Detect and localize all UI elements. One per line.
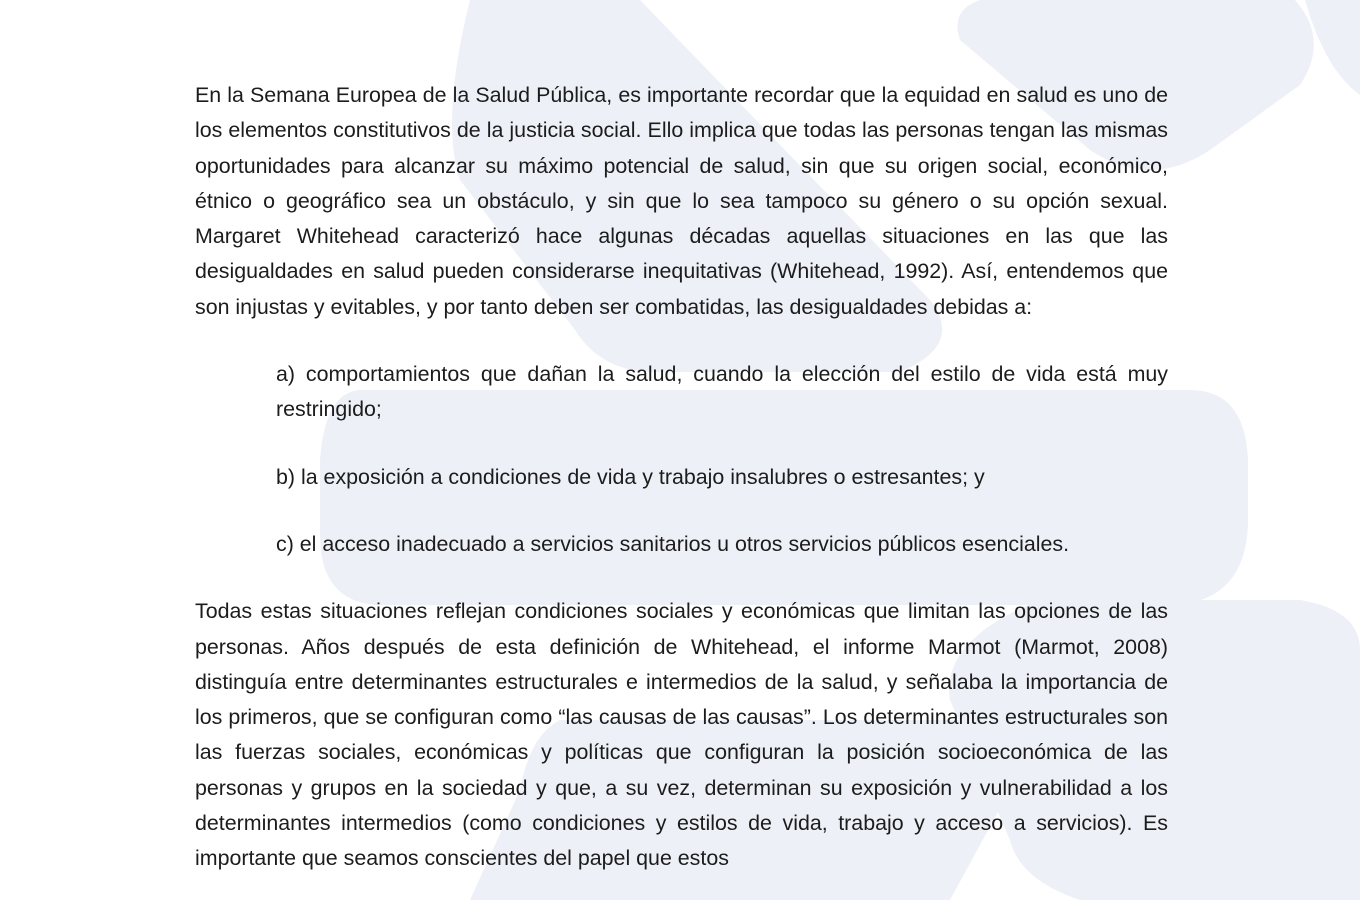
list-item: a) comportamientos que dañan la salud, cuando la elección del estilo de vida está muy restringido; [276,362,1168,422]
causes-list [195,357,1168,562]
paragraph-determinants: Todas estas situaciones reflejan condiciones sociales y económicas que limitan las opciones de las personas. Años después de esta definición de Whitehead, el informe Marmot (Marmot, 2008) distinguía entre determinantes estructurales e intermedios de la salud, y señalaba la importancia de los primeros, que se configuran como “las causas de las causas”. Los determinantes estructurales son las fuerzas sociales, económicas y políticas que configuran la posición socioeconómica de las personas y grupos en la sociedad y que, a su vez, determinan su exposición y vulnerabilidad a los determinantes intermedios (como condiciones y estilos de vida, trabajo y acceso a servicios). Es importante que seamos conscientes del papel que estos [195,599,1168,871]
paragraph-intro: En la Semana Europea de la Salud Pública, es importante recordar que la equidad en salud es uno de los elementos constitutivos de la justicia social. Ello implica que todas las personas tengan las mismas oportunidades para alcanzar su máximo potencial de salud, sin que su origen social, económico, étnico o geográfico sea un obstáculo, y sin que lo sea tampoco su género o su opción sexual. Margaret Whitehead caracterizó hace algunas décadas aquellas situaciones en las que las desigualdades en salud pueden considerarse inequitativas (Whitehead, 1992). Así, entendemos que son injustas y evitables, y por tanto deben ser combatidas, las desigualdades debidas a: [195,83,1168,319]
list-item: c) el acceso inadecuado a servicios sanitarios u otros servicios públicos esenciales. [276,531,1070,556]
list-item: b) la exposición a condiciones de vida y trabajo insalubres o estresantes; y [276,464,985,489]
document-page [195,78,1168,877]
